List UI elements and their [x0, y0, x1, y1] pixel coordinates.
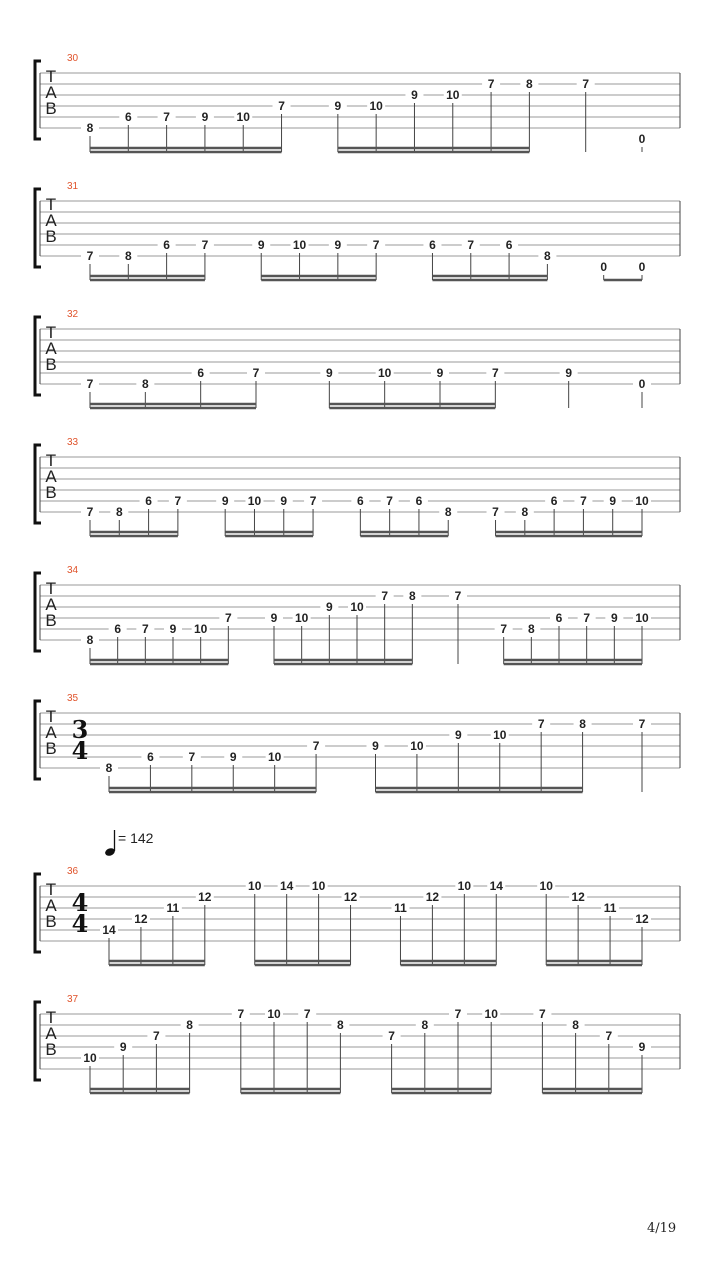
measure-number: 35: [67, 693, 79, 704]
tab-clef-letter: B: [45, 99, 57, 118]
fret-number: 6: [505, 238, 513, 252]
fret-number: 8: [527, 622, 535, 636]
fret-number: 9: [325, 366, 333, 380]
tab-system-32: [35, 309, 680, 408]
fret-number: 0: [600, 260, 608, 274]
fret-number: 8: [186, 1018, 193, 1032]
tab-clef-letter: B: [45, 1040, 57, 1059]
fret-number: 9: [334, 99, 342, 113]
fret-number: 9: [609, 494, 617, 508]
fret-number: 8: [408, 589, 416, 603]
fret-number: 12: [198, 890, 212, 904]
tab-system-37: [35, 994, 680, 1093]
fret-number: 12: [571, 890, 585, 904]
tab-system-36: [35, 866, 680, 965]
fret-number: 8: [124, 249, 132, 263]
fret-number: 9: [325, 600, 333, 614]
fret-number: 7: [237, 1007, 245, 1021]
fret-number: 7: [141, 622, 149, 636]
fret-number: 9: [119, 1040, 127, 1054]
fret-number: 10: [292, 238, 307, 252]
fret-number: 7: [492, 505, 499, 519]
fret-number: 8: [105, 761, 113, 775]
fret-number: 10: [539, 879, 553, 893]
tempo-value: = 142: [118, 830, 154, 846]
fret-number: 7: [388, 1029, 395, 1043]
fret-number: 7: [86, 249, 94, 263]
fret-number: 14: [102, 923, 116, 937]
fret-number: 10: [83, 1051, 97, 1065]
fret-number: 12: [425, 890, 440, 904]
measure-number: 33: [67, 437, 79, 448]
fret-number: 10: [484, 1007, 498, 1021]
tab-clef-letter: T: [45, 579, 57, 598]
fret-number: 10: [236, 110, 250, 124]
fret-number: 12: [134, 912, 148, 926]
tab-system-34: [35, 565, 680, 664]
fret-number: 9: [229, 750, 237, 764]
fret-number: 6: [124, 110, 132, 124]
fret-number: 7: [278, 99, 285, 113]
fret-number: 14: [489, 879, 503, 893]
fret-number: 10: [493, 728, 507, 742]
measure-number: 36: [67, 866, 79, 877]
tab-clef-letter: T: [45, 195, 57, 214]
tab-clef-letter: B: [45, 483, 57, 502]
fret-number: 9: [372, 739, 379, 753]
fret-number: 7: [487, 77, 495, 91]
fret-number: 6: [197, 366, 205, 380]
fret-number: 9: [257, 238, 265, 252]
fret-number: 9: [436, 366, 444, 380]
fret-number: 7: [303, 1007, 311, 1021]
tab-system-35: [35, 693, 680, 792]
fret-number: 12: [635, 912, 649, 926]
fret-number: 7: [537, 717, 545, 731]
fret-number: 9: [169, 622, 177, 636]
fret-number: 7: [174, 494, 182, 508]
fret-number: 6: [429, 238, 436, 252]
tab-clef-letter: A: [45, 595, 57, 614]
tab-clef-letter: A: [45, 83, 57, 102]
fret-number: 10: [247, 494, 262, 508]
time-signature-top: 4: [71, 888, 89, 917]
tab-system-33: [35, 437, 680, 536]
fret-number: 9: [201, 110, 209, 124]
tab-clef-letter: T: [45, 1008, 57, 1027]
tab-clef-letter: T: [45, 707, 57, 726]
time-signature-top: 3: [71, 715, 89, 744]
fret-number: 10: [350, 600, 364, 614]
fret-number: 7: [201, 238, 209, 252]
fret-number: 8: [444, 505, 452, 519]
fret-number: 7: [312, 739, 320, 753]
fret-number: 7: [86, 377, 94, 391]
tab-clef-letter: B: [45, 739, 57, 758]
tab-clef-letter: A: [45, 1024, 57, 1043]
fret-number: 7: [580, 494, 587, 508]
fret-number: 7: [86, 505, 94, 519]
measure-number: 37: [67, 994, 79, 1005]
fret-number: 11: [603, 901, 617, 915]
fret-number: 0: [638, 132, 646, 146]
fret-number: 7: [381, 589, 389, 603]
fret-number: 10: [410, 739, 424, 753]
fret-number: 6: [145, 494, 152, 508]
fret-number: 8: [421, 1018, 429, 1032]
fret-number: 9: [411, 88, 418, 102]
fret-number: 9: [610, 611, 618, 625]
fret-number: 10: [248, 879, 262, 893]
fret-number: 8: [544, 249, 551, 263]
fret-number: 10: [377, 366, 392, 380]
tempo-marking: [104, 830, 154, 857]
fret-number: 8: [526, 77, 533, 91]
fret-number: 7: [605, 1029, 613, 1043]
fret-number: 6: [114, 622, 122, 636]
fret-number: 10: [635, 494, 649, 508]
page-number: 4/19: [647, 1221, 677, 1236]
tab-clef-letter: A: [45, 723, 57, 742]
fret-number: 7: [188, 750, 196, 764]
fret-number: 9: [280, 494, 288, 508]
tab-clef-letter: T: [45, 880, 57, 899]
tab-clef-letter: B: [45, 611, 57, 630]
fret-number: 7: [224, 611, 232, 625]
fret-number: 10: [267, 750, 282, 764]
fret-number: 7: [153, 1029, 160, 1043]
tab-clef-letter: A: [45, 896, 57, 915]
fret-number: 8: [337, 1018, 344, 1032]
fret-number: 10: [267, 1007, 281, 1021]
tab-clef-letter: T: [45, 451, 57, 470]
fret-number: 9: [221, 494, 229, 508]
fret-number: 8: [86, 633, 94, 647]
fret-number: 6: [147, 750, 154, 764]
fret-number: 7: [491, 366, 499, 380]
fret-number: 11: [166, 901, 180, 915]
fret-number: 11: [394, 901, 407, 915]
fret-number: 9: [565, 366, 573, 380]
fret-number: 6: [415, 494, 423, 508]
fret-number: 6: [357, 494, 364, 508]
fret-number: 9: [334, 238, 342, 252]
fret-number: 7: [309, 494, 317, 508]
measure-number: 31: [67, 181, 79, 192]
tab-clef-letter: B: [45, 355, 57, 374]
fret-number: 8: [521, 505, 529, 519]
tab-clef-letter: A: [45, 467, 57, 486]
fret-number: 0: [638, 260, 646, 274]
fret-number: 0: [638, 377, 646, 391]
fret-number: 9: [454, 728, 462, 742]
fret-number: 9: [638, 1040, 646, 1054]
fret-number: 10: [294, 611, 309, 625]
fret-number: 7: [638, 717, 646, 731]
tab-clef-letter: A: [45, 339, 57, 358]
fret-number: 7: [372, 238, 380, 252]
fret-number: 10: [311, 879, 326, 893]
fret-number: 7: [454, 589, 462, 603]
fret-number: 10: [635, 611, 649, 625]
fret-number: 9: [270, 611, 278, 625]
measure-number: 32: [67, 309, 79, 320]
fret-number: 7: [386, 494, 393, 508]
tab-system-30: [35, 53, 680, 152]
fret-number: 8: [86, 121, 94, 135]
fret-number: 10: [446, 88, 460, 102]
fret-number: 12: [343, 890, 358, 904]
time-signature-bottom: 4: [71, 736, 89, 765]
tab-clef-letter: A: [45, 211, 57, 230]
fret-number: 7: [252, 366, 260, 380]
fret-number: 7: [163, 110, 170, 124]
fret-number: 8: [141, 377, 149, 391]
measure-number: 30: [67, 53, 79, 64]
fret-number: 6: [555, 611, 563, 625]
fret-number: 8: [115, 505, 123, 519]
fret-number: 6: [550, 494, 558, 508]
fret-number: 10: [457, 879, 472, 893]
fret-number: 6: [163, 238, 170, 252]
tab-clef-letter: B: [45, 227, 57, 246]
fret-number: 8: [579, 717, 586, 731]
fret-number: 7: [582, 77, 590, 91]
fret-number: 7: [454, 1007, 462, 1021]
tab-clef-letter: T: [45, 323, 57, 342]
fret-number: 14: [279, 879, 294, 893]
tab-clef-letter: B: [45, 912, 57, 931]
fret-number: 8: [572, 1018, 579, 1032]
fret-number: 7: [500, 622, 508, 636]
fret-number: 10: [193, 622, 208, 636]
fret-number: 7: [539, 1007, 546, 1021]
time-signature-bottom: 4: [71, 909, 89, 938]
fret-number: 10: [369, 99, 383, 113]
fret-number: 7: [583, 611, 591, 625]
measure-number: 34: [67, 565, 79, 576]
tab-clef-letter: T: [45, 67, 57, 86]
fret-number: 7: [467, 238, 475, 252]
tab-system-31: [35, 181, 680, 280]
